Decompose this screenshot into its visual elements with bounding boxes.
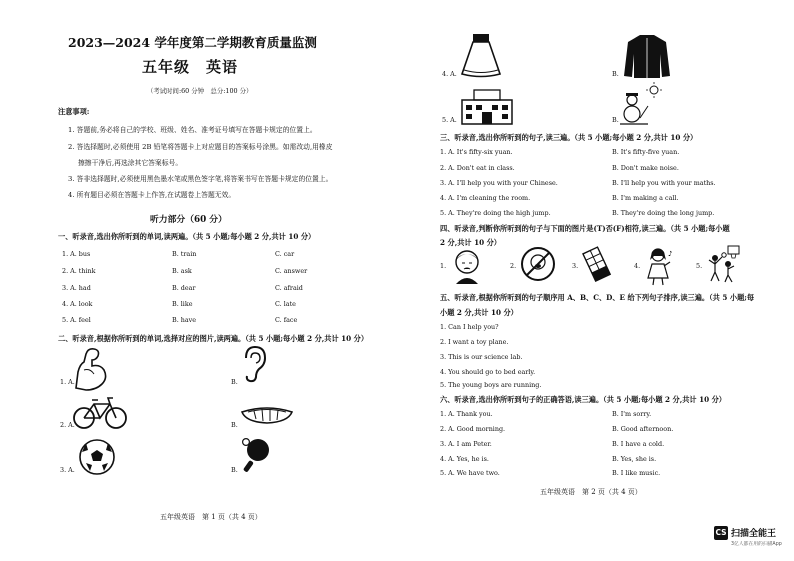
q6-option: 5. A. We have two. xyxy=(440,469,500,477)
q3-option: B. Don't make noise. xyxy=(612,164,679,172)
q2-label: 3. A. xyxy=(60,466,75,474)
no-noise-sign-icon xyxy=(520,246,556,282)
listening-section-title: 听力部分（60 分） xyxy=(150,215,227,225)
bicycle-icon xyxy=(72,394,128,430)
q4-label: 3. xyxy=(572,262,579,270)
school-building-icon xyxy=(460,88,514,126)
q1-option: B. dear xyxy=(172,284,196,292)
svg-text:♪: ♪ xyxy=(668,250,673,258)
note-item: 3. 答非选择题时,必须使用黑色墨水笔或黑色签字笔,将答案书写在答题卡规定的位置上。 xyxy=(68,175,333,183)
sick-boy-icon xyxy=(450,248,484,286)
q5-heading: 五、听录音,根据你所听到的句子顺序用 A、B、C、D、E 给下列句子排序,读三遍。（共 5 小题;每 xyxy=(440,293,755,302)
q6-option: 1. A. Thank you. xyxy=(440,410,493,418)
girl-singing-icon xyxy=(644,246,674,286)
q6-option: B. I like music. xyxy=(612,469,661,477)
q1-option: 2. A. think xyxy=(62,267,96,275)
q1-heading: 一、听录音,选出你所听到的单词,读两遍。（共 5 小题;每小题 2 分,共计 10 分） xyxy=(58,232,316,241)
note-item: 擦擦干净后,再选涂其它答案标号。 xyxy=(78,159,183,167)
q2-label: 5. A. xyxy=(442,116,457,124)
q3-option: B. It's fifty-five yuan. xyxy=(612,148,680,156)
q1-option: 4. A. look xyxy=(62,300,93,308)
q5-heading-cont: 小题 2 分,共计 10 分） xyxy=(440,308,518,317)
skirt-icon xyxy=(460,32,502,80)
q1-option: 3. A. had xyxy=(62,284,91,292)
q5-item: 5. The young boys are running. xyxy=(440,381,542,389)
snowman-icon xyxy=(620,84,664,126)
jacket-icon xyxy=(622,32,672,82)
q2-label: 1. A. xyxy=(60,378,75,386)
q1-option: C. face xyxy=(275,316,298,324)
q4-heading: 四、听录音,判断你所听到的句子与下面的图片是(T)否(F)相符,读三遍。（共 5 小题;每小题 xyxy=(440,224,730,233)
q6-option: B. Yes, she is. xyxy=(612,455,657,463)
page-footer: 五年级英语 第 1 页（共 4 页） xyxy=(160,513,262,521)
rowing-boat-icon xyxy=(240,402,294,426)
football-icon xyxy=(78,438,116,476)
q1-option: C. answer xyxy=(275,267,308,275)
page-footer: 五年级英语 第 2 页（共 4 页） xyxy=(540,488,642,496)
q2-label: 4. A. xyxy=(442,70,457,78)
q4-heading-cont: 2 分,共计 10 分） xyxy=(440,238,501,247)
watermark-name: 扫描全能王 xyxy=(731,529,777,539)
q4-label: 2. xyxy=(510,262,517,270)
q2-label: B. xyxy=(231,421,238,429)
note-item: 4. 所有题目必须在答题卡上作答,在试题卷上答题无效。 xyxy=(68,191,236,199)
q6-option: B. I'm sorry. xyxy=(612,410,652,418)
q3-option: B. They're doing the long jump. xyxy=(612,209,715,217)
q3-option: 1. A. It's fifty-six yuan. xyxy=(440,148,513,156)
camscanner-logo-icon: CS xyxy=(714,526,728,540)
q3-option: 2. A. Don't eat in class. xyxy=(440,164,515,172)
notes-heading: 注意事项: xyxy=(58,107,90,116)
watermark-tagline: 3亿人都在用的扫描App xyxy=(731,542,782,547)
q3-option: B. I'm making a call. xyxy=(612,194,679,202)
exam-title: 2023—2024 学年度第二学期教育质量监测 xyxy=(68,35,317,50)
q2-label: 2. A. xyxy=(60,421,75,429)
q4-label: 4. xyxy=(634,262,641,270)
q3-heading: 三、听录音,选出你所听到的句子,读三遍。（共 5 小题;每小题 2 分,共计 10 分） xyxy=(440,133,698,142)
q1-option: 1. A. bus xyxy=(62,250,91,258)
q5-item: 1. Can I help you? xyxy=(440,323,499,331)
q6-option: 2. A. Good morning. xyxy=(440,425,506,433)
q2-label: B. xyxy=(231,378,238,386)
basketball-players-icon xyxy=(706,244,742,284)
note-item: 2. 答选择题时,必须使用 2B 铅笔将答题卡上对应题目的答案标号涂黑。如需改动,用橡皮 xyxy=(68,143,333,151)
q3-option: 5. A. They're doing the high jump. xyxy=(440,209,551,217)
q2-heading: 二、听录音,根据你所听到的单词,选择对应的图片,读两遍。（共 5 小题;每小题 2 分,共计 10 分） xyxy=(58,334,369,343)
q6-option: 4. A. Yes, he is. xyxy=(440,455,489,463)
q3-option: 3. A. I'll help you with your Chinese. xyxy=(440,179,558,187)
q1-option: B. like xyxy=(172,300,193,308)
ping-pong-paddle-icon xyxy=(240,436,274,474)
muscle-arm-icon xyxy=(70,344,110,392)
q3-option: 4. A. I'm cleaning the room. xyxy=(440,194,531,202)
q1-option: B. ask xyxy=(172,267,192,275)
q5-item: 4. You should go to bed early. xyxy=(440,368,536,376)
q2-label: B. xyxy=(231,466,238,474)
q6-option: B. I have a cold. xyxy=(612,440,665,448)
chocolate-icon xyxy=(582,246,612,284)
q6-heading: 六、听录音,选出你所听到句子的正确答语,读三遍。（共 5 小题;每小题 2 分,共计 10 分） xyxy=(440,395,726,404)
ear-icon xyxy=(240,344,268,384)
q5-item: 2. I want a toy plane. xyxy=(440,338,509,346)
q1-option: C. car xyxy=(275,250,295,258)
note-item: 1. 答题前,务必将自己的学校、班级、姓名、准考证号填写在答题卡规定的位置上。 xyxy=(68,126,317,134)
q2-label: B. xyxy=(612,70,619,78)
q1-option: B. have xyxy=(172,316,197,324)
q1-option: C. late xyxy=(275,300,296,308)
q5-item: 3. This is our science lab. xyxy=(440,353,523,361)
q1-option: B. train xyxy=(172,250,197,258)
q1-option: 5. A. feel xyxy=(62,316,91,324)
q3-option: B. I'll help you with your maths. xyxy=(612,179,716,187)
q6-option: 3. A. I am Peter. xyxy=(440,440,492,448)
q2-label: B. xyxy=(612,116,619,124)
q4-label: 5. xyxy=(696,262,703,270)
q6-option: B. Good afternoon. xyxy=(612,425,674,433)
q4-label: 1. xyxy=(440,262,447,270)
page-two xyxy=(400,0,794,561)
exam-info: （考试时间:60 分钟 总分:100 分） xyxy=(147,87,253,95)
exam-subtitle: 五年级 英语 xyxy=(142,58,239,76)
q1-option: C. afraid xyxy=(275,284,303,292)
